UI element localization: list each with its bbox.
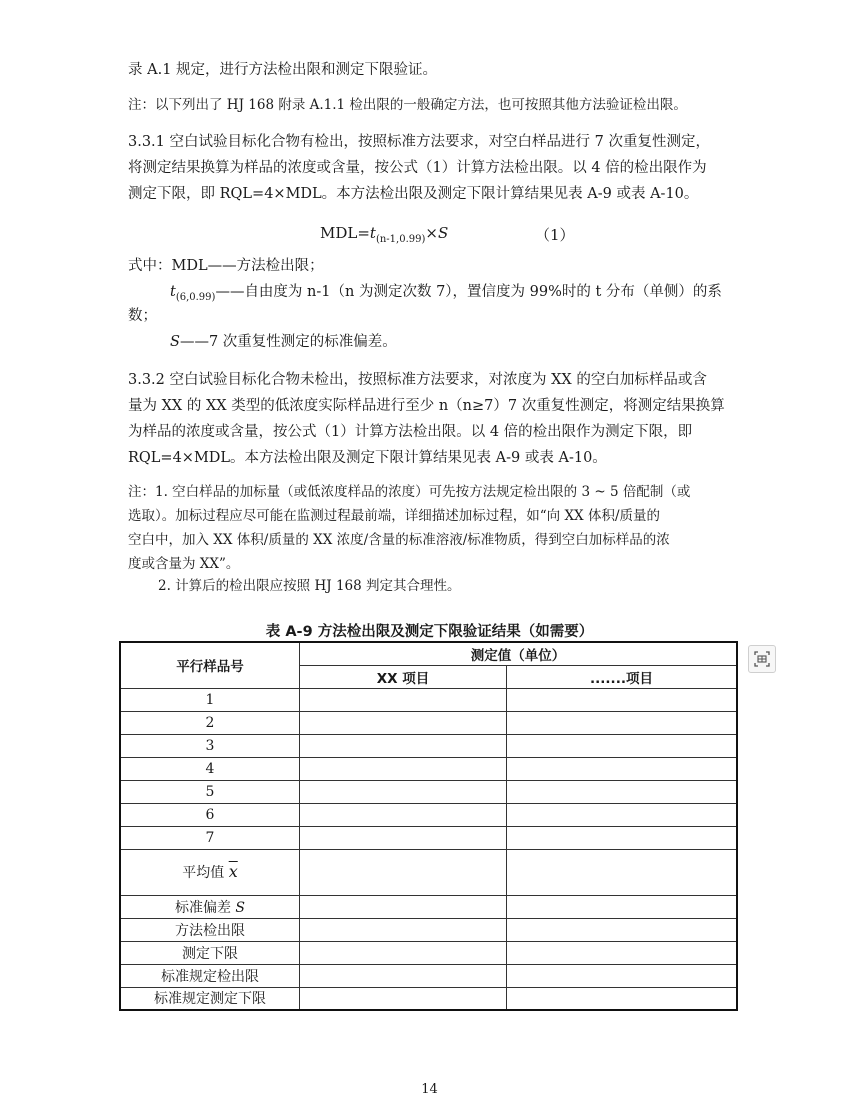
sd-symbol: S (235, 899, 246, 916)
row-label-sd (120, 895, 300, 918)
section-3-3-2-line: 量为 XX 的 XX 类型的低浓度实际样品进行至少 n（n≥7）7 次重复性测定，将测定结果换算 (128, 398, 725, 414)
row-label-mean (120, 849, 300, 895)
table-row (120, 826, 737, 849)
note-line: 度或含量为 XX”。 (128, 556, 240, 572)
section-3-3-1-line: 将测定结果换算为样品的浓度或含量，按公式（1）计算方法检出限。以 4 倍的检出限作为 (128, 160, 707, 176)
sd-label: 标准偏差 (174, 899, 231, 916)
table-cell (300, 711, 507, 734)
table-row-mean (120, 849, 737, 895)
table-row (120, 711, 737, 734)
mean-symbol: $\overline{x}$ (228, 862, 238, 881)
row-label: 标准规定测定下限 (120, 987, 300, 1010)
table-cell (300, 803, 507, 826)
table-cell (507, 849, 738, 895)
table-row-rql (120, 941, 737, 964)
table-row-std-rql (120, 987, 737, 1010)
section-3-3-1-line: 测定下限，即 RQL=4×MDL。本方法检出限及测定下限计算结果见表 A-9 或表 A-10。 (128, 186, 699, 202)
row-label: 7 (120, 826, 300, 849)
table-cell (300, 987, 507, 1010)
table-cell (507, 688, 738, 711)
table-caption: 表 A-9 方法检出限及测定下限验证结果（如需要） (265, 624, 594, 640)
formula-s: S (437, 224, 449, 242)
note-line: 注：1. 空白样品的加标量（或低浓度样品的浓度）可先按方法规定检出限的 3 ~ 5 倍配制（或 (128, 484, 691, 500)
section-3-3-1-line: 3.3.1 空白试验目标化合物有检出，按照标准方法要求，对空白样品进行 7 次重复性测定， (128, 134, 710, 150)
table-cell (507, 780, 738, 803)
table-row (120, 803, 737, 826)
formula-mdl (320, 224, 575, 245)
section-3-3-2-line: 3.3.2 空白试验目标化合物未检出，按照标准方法要求，对浓度为 XX 的空白加标样品或含 (128, 372, 707, 388)
note-line: 选取）。加标过程应尽可能在监测过程最前端，详细描述加标过程，如“向 XX 体积/质量的 (128, 508, 661, 524)
table-cell (300, 895, 507, 918)
table-cell (507, 711, 738, 734)
where-s-symbol: S (170, 334, 180, 350)
row-label: 1 (120, 688, 300, 711)
row-label: 3 (120, 734, 300, 757)
page-number: 14 (421, 1082, 438, 1097)
note-line: 注：以下列出了 HJ 168 附录 A.1.1 检出限的一般确定方法，也可按照其他方法验证检出限。 (128, 97, 687, 113)
section-3-3-2-line: 为样品的浓度或含量，按公式（1）计算方法检出限。以 4 倍的检出限作为测定下限，即 (128, 424, 693, 440)
table-cell (300, 918, 507, 941)
table-cell (300, 849, 507, 895)
header-xx-item: XX 项目 (300, 665, 507, 688)
table-cell (507, 757, 738, 780)
row-label: 标准规定检出限 (120, 964, 300, 987)
table-cell (507, 941, 738, 964)
table-cell (507, 895, 738, 918)
header-sample-number: 平行样品号 (120, 642, 300, 688)
row-label: 4 (120, 757, 300, 780)
header-measured-value: 测定值（单位） (300, 642, 738, 665)
row-label: 方法检出限 (120, 918, 300, 941)
table-recognize-icon-glyph (754, 651, 770, 667)
table-row-sd (120, 895, 737, 918)
table-recognize-icon[interactable] (748, 645, 776, 673)
formula-sub: (n-1,0.99) (375, 234, 426, 245)
note-line: 空白中，加入 XX 体积/质量的 XX 浓度/含量的标准溶液/标准物质，得到空白加标样品的浓 (128, 532, 670, 548)
table-row (120, 757, 737, 780)
table-cell (300, 964, 507, 987)
table-cell (300, 780, 507, 803)
table-cell (300, 826, 507, 849)
verification-table (119, 641, 738, 1011)
where-line: 数； (128, 308, 157, 324)
table-row (120, 734, 737, 757)
row-label: 5 (120, 780, 300, 803)
note-line: 2. 计算后的检出限应按照 HJ 168 判定其合理性。 (158, 578, 461, 594)
where-t-symbol: t (170, 284, 176, 300)
where-line: 式中：MDL——方法检出限； (128, 258, 324, 274)
row-label: 测定下限 (120, 941, 300, 964)
table-cell (300, 734, 507, 757)
table-cell (507, 826, 738, 849)
table-row-mdl (120, 918, 737, 941)
row-label: 6 (120, 803, 300, 826)
table-cell (300, 688, 507, 711)
table-cell (300, 941, 507, 964)
where-t-sub: (6,0.99) (175, 291, 216, 303)
text-line: 录 A.1 规定，进行方法检出限和测定下限验证。 (128, 62, 438, 78)
table-row (120, 688, 737, 711)
mean-label: 平均值 (182, 865, 225, 881)
table-cell (507, 964, 738, 987)
table-cell (300, 757, 507, 780)
formula-t: t (369, 224, 376, 242)
table-row-std-mdl (120, 964, 737, 987)
formula-lhs: MDL= (320, 224, 370, 242)
table-row (120, 780, 737, 803)
formula-times: × (425, 224, 438, 242)
row-label: 2 (120, 711, 300, 734)
table-cell (507, 734, 738, 757)
where-s-line (170, 330, 740, 354)
where-s-desc: ——7 次重复性测定的标准偏差。 (179, 334, 397, 350)
where-t-desc: ——自由度为 n-1（n 为测定次数 7），置信度为 99%时的 t 分布（单侧）的系 (215, 284, 722, 300)
table-cell (507, 918, 738, 941)
section-3-3-2-line: RQL=4×MDL。本方法检出限及测定下限计算结果见表 A-9 或表 A-10。 (128, 450, 607, 466)
header-other-item: .......项目 (507, 665, 738, 688)
table-cell (507, 987, 738, 1010)
table-cell (507, 803, 738, 826)
formula-number: （1） (535, 226, 575, 244)
table-header-row (120, 642, 737, 665)
